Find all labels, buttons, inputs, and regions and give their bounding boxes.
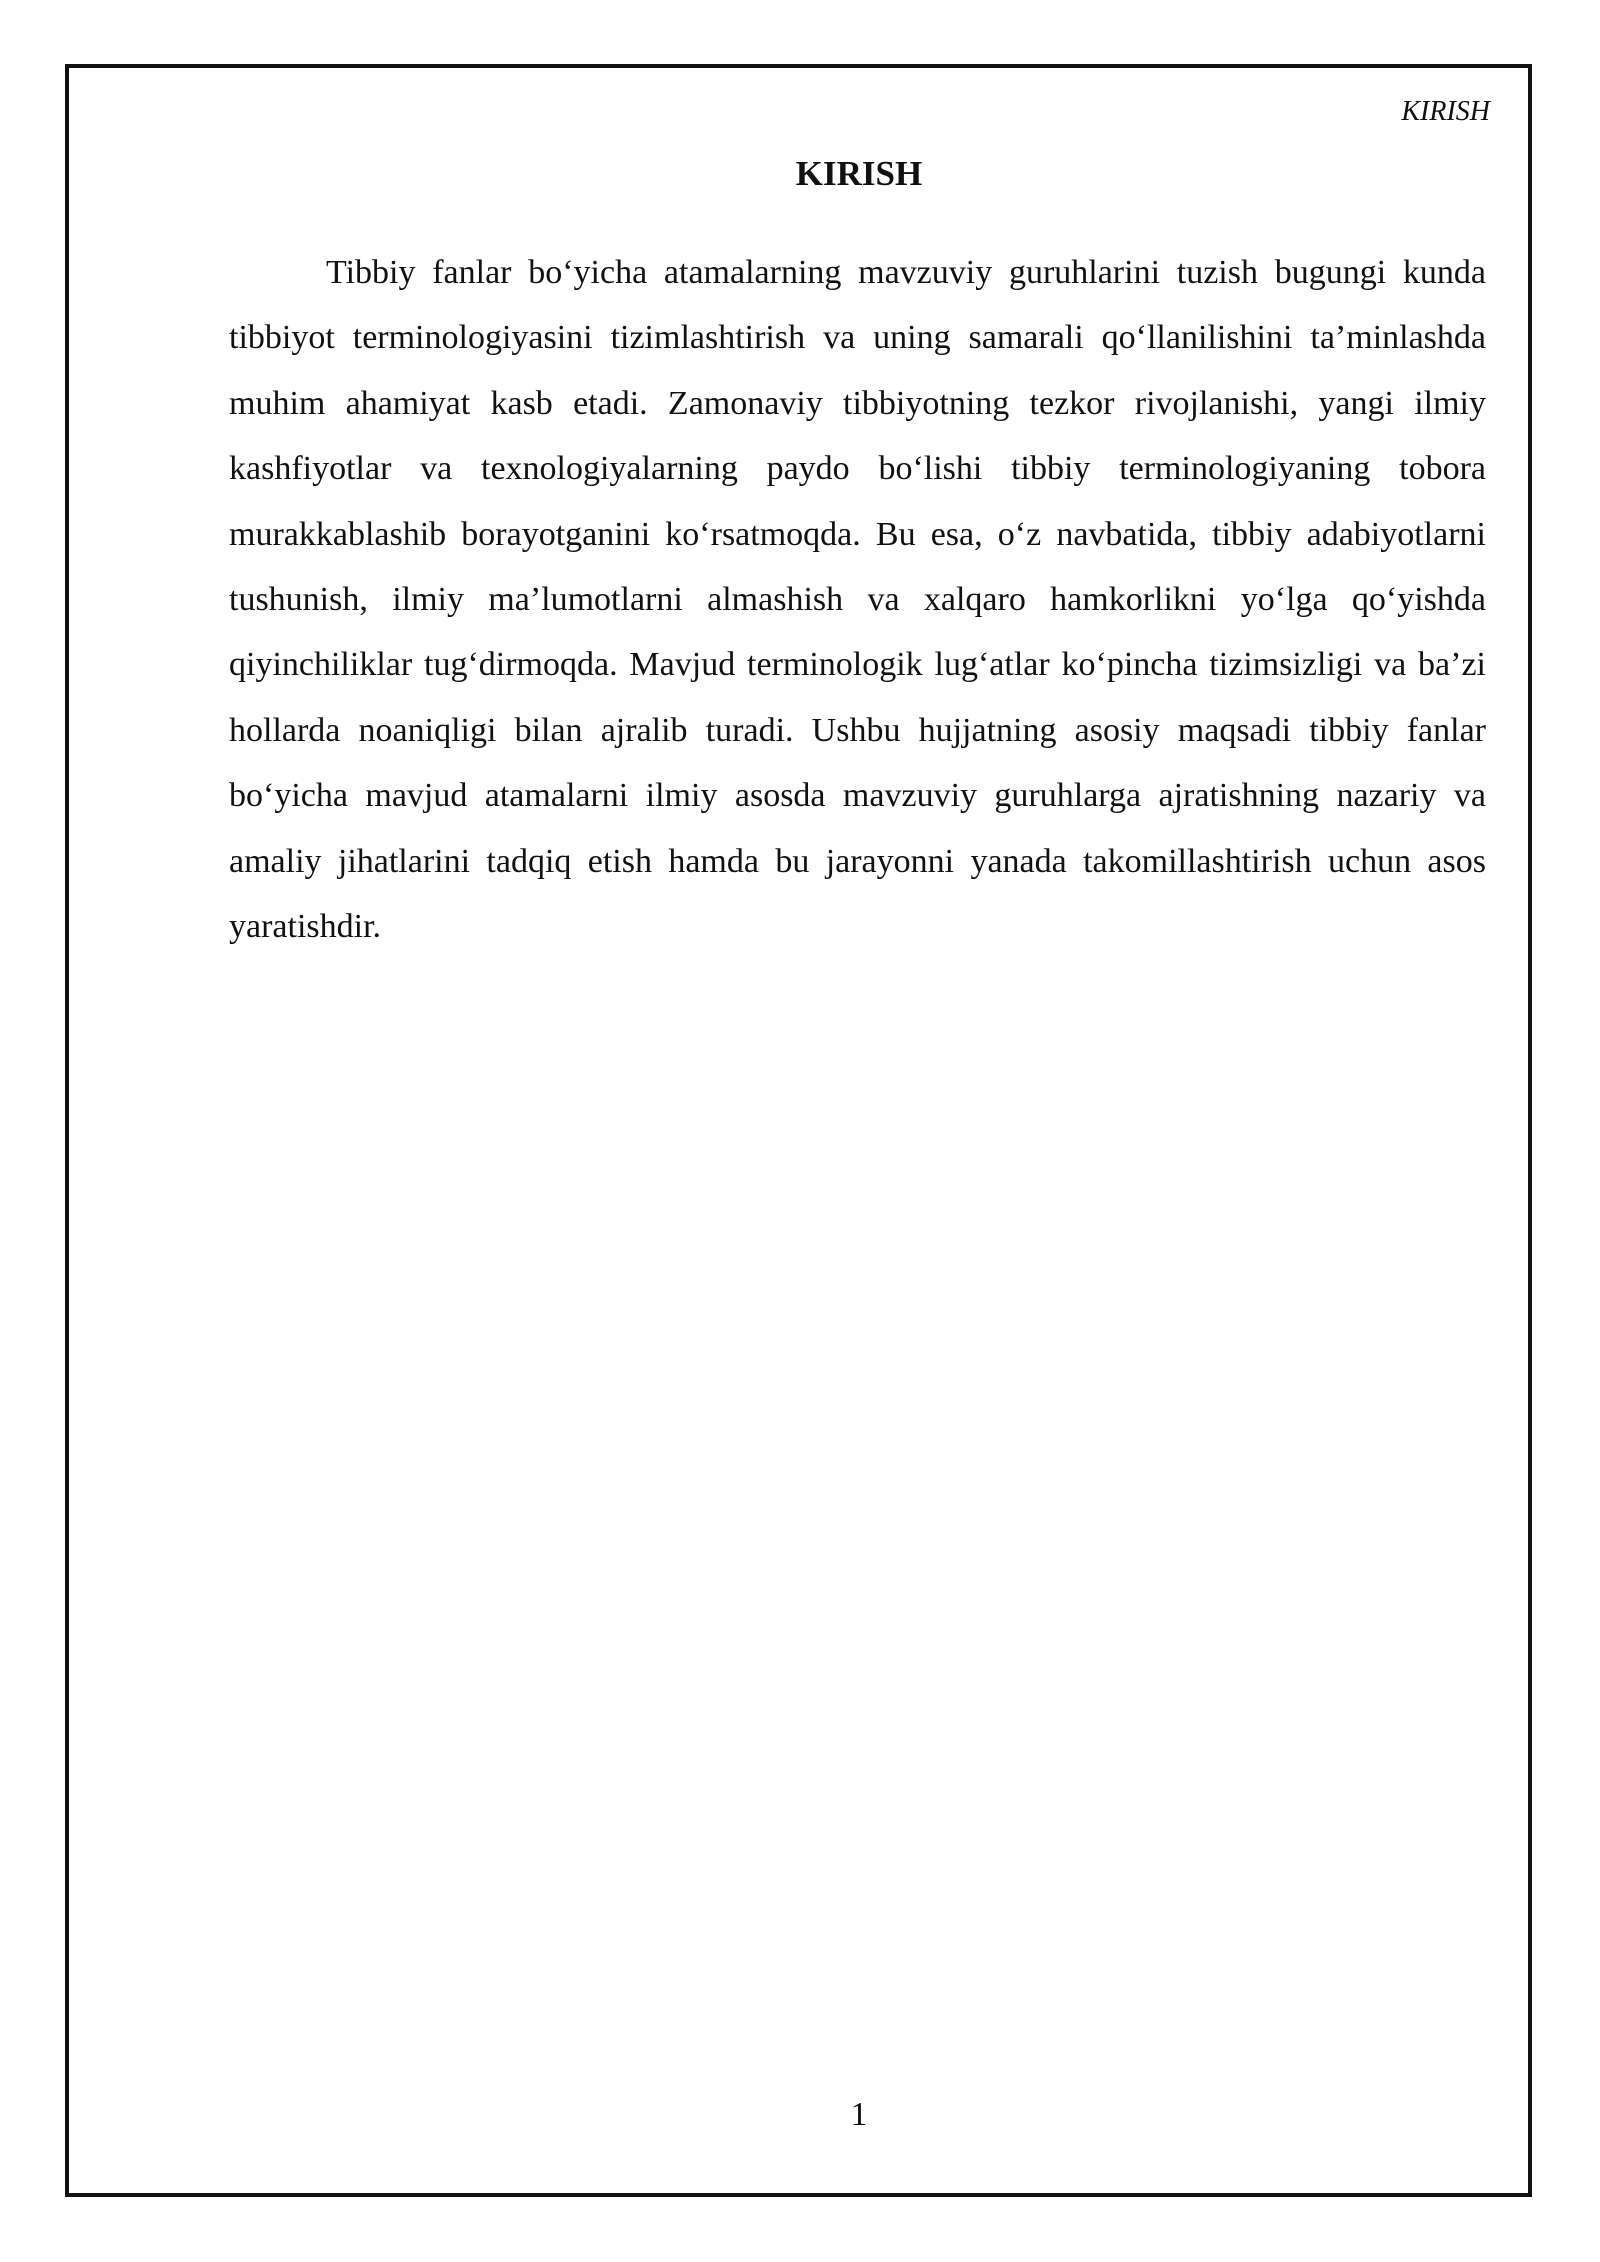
page-number: 1: [850, 2096, 868, 2133]
body-paragraph: Tibbiy fanlar bo‘yicha atamalarning mavzuviy guruhlarini tuzish bugungi kunda tibbiyot terminologiyasini tizimlashtirish va uning samarali qo‘llanilishini ta’minlashda muhim ahamiyat kasb etadi. Zamonaviy tibbiyotning tezkor rivojlanishi, yangi ilmiy kashfiyotlar va texnologiyalarning paydo bo‘lishi tibbiy terminologiyaning tobora murakkablashib borayotganini ko‘rsatmoqda. Bu esa, o‘z navbatida, tibbiy adabiyotlarni tushunish, ilmiy ma’lumotlarni almashish va xalqaro hamkorlikni yo‘lga qo‘yishda qiyinchiliklar tug‘dirmoqda. Mavjud terminologik lug‘atlar ko‘pincha tizimsizligi va ba’zi hollarda noaniqligi bilan ajralib turadi. Ushbu hujjatning asosiy maqsadi tibbiy fanlar bo‘yicha mavjud atamalarni ilmiy asosda mavzuviy guruhlarga ajratishning nazariy va amaliy jihatlarini tadqiq etish hamda bu jarayonni yanada takomillashtirish uchun asos yaratishdir.: [229, 254, 1486, 946]
page-title: KIRISH: [795, 154, 923, 193]
running-header: KIRISH: [1401, 96, 1490, 127]
